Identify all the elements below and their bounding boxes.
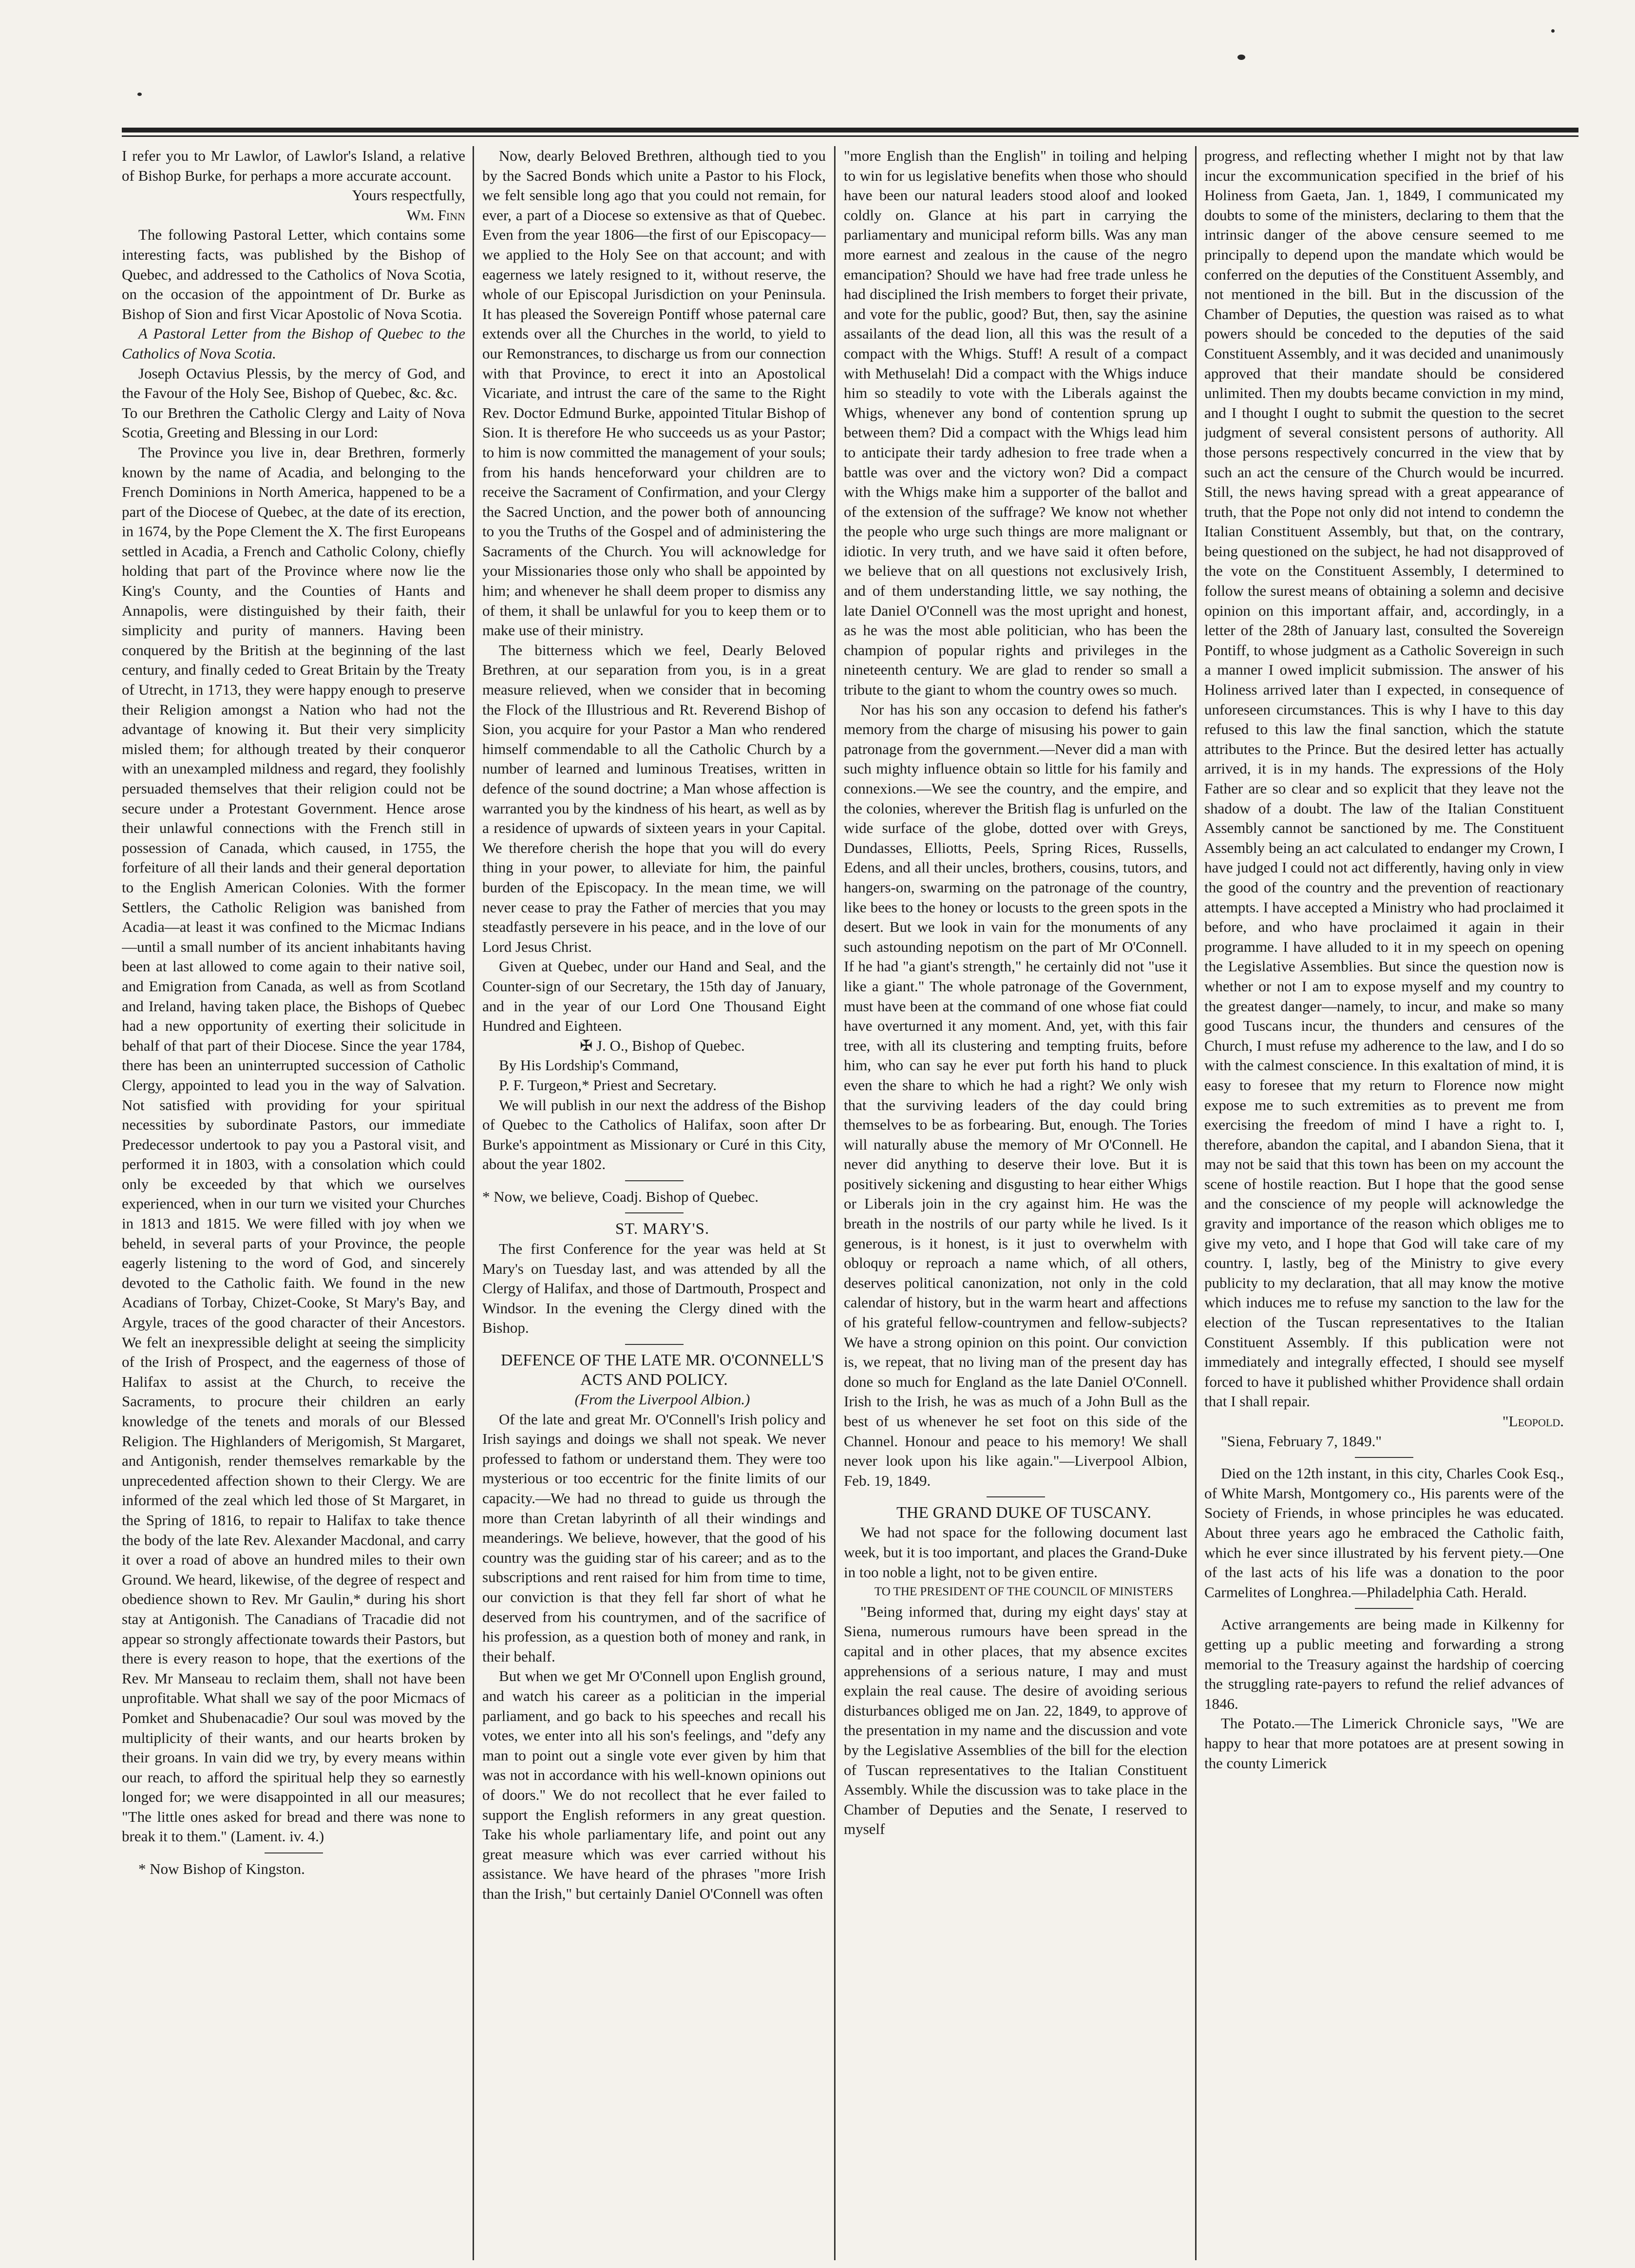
paragraph: Joseph Octavius Plessis, by the mercy of God, and the Favour of the Holy See, Bishop of Quebec, &c. &c. <box>122 364 465 402</box>
paragraph: By His Lordship's Command, <box>499 1057 679 1074</box>
paragraph: I refer you to Mr Lawlor, of Lawlor's Island, a relative of Bishop Burke, for perhaps a more accurate account. <box>122 147 465 184</box>
top-rule-thin <box>122 135 1578 137</box>
paragraph: But when we get Mr O'Connell upon English ground, and watch his career as a politician in the imperial parliament, and go back to his speeches and recall his votes, we enter into all his son's feelings, and "defy any man to point out a single vote ever given by him that was not in accordance with his well-known opinions out of doors." We do not recollect that he ever failed to support the English reformers in any great question. Take his whole parliamentary life, and point out any great measure which was ever carried without his assistance. We have heard of the phrases "more Irish than the Irish," but certainly Daniel O'Connell was often <box>482 1667 826 1902</box>
print-speck <box>1237 55 1245 60</box>
signature: P. F. Turgeon,* Priest and Secretary. <box>499 1076 717 1094</box>
separator <box>625 1212 684 1213</box>
column-1 <box>122 146 465 2260</box>
signature: Wm. Finn <box>406 206 465 224</box>
column-divider <box>1195 146 1197 2260</box>
paragraph: "Being informed that, during my eight days' stay at Siena, numerous rumours have been spread in the capital and in other places, that my absence excites apprehensions of a serious nature, I may and must explain the real cause. The desire of avoiding serious disturbances obliged me on Jan. 22, 1849, to approve of the presentation in my name and the discussion and vote by the Legislative Assemblies of the bill for the election of Tuscan representatives to the Italian Constituent Assembly. While the discussion was to take place in the Chamber of Deputies and the Senate, I reserved to myself <box>844 1603 1187 1838</box>
column-3 <box>844 146 1187 2260</box>
top-rule <box>122 128 1578 132</box>
article-heading: THE GRAND DUKE OF TUSCANY. <box>896 1504 1151 1522</box>
column-2 <box>482 146 826 2260</box>
paragraph: We had not space for the following document last week, but it is too important, and places the Grand-Duke in too noble a light, not to be given entire. <box>844 1524 1187 1581</box>
paragraph: The first Conference for the year was held at St Mary's on Tuesday last, and was attended by all the Clergy of Halifax, and those of Dartmouth, Prospect and Windsor. In the evening the Clergy dined with the Bishop. <box>482 1240 826 1337</box>
column-divider <box>473 146 474 2260</box>
paragraph: Nor has his son any occasion to defend his father's memory from the charge of misusing his power to gain patronage from the government.—Never did a man with such mighty influence obtain so little for his family and connexions.—We see the country, and the empire, and the colonies, wherever the British flag is unfurled on the wide surface of the globe, dotted over with Greys, Dundasses, Elliotts, Peels, Spring Rices, Russells, Edens, and all their uncles, brothers, cousins, tutors, and hangers-on, swarming on the patronage of the country, like bees to the honey or locusts to the green spots in the desert. But we look in vain for the monuments of any such astounding nepotism on the part of Mr O'Connell. If he had "a giant's strength," he certainly did not "use it like a giant." The whole patronage of the Government, must have been at the command of one whose fiat could have overturned it any moment. And, yet, with this fair tree, with all its clustering and tempting fruits, before him, who can say he ever put forth his hand to pluck even the share to which he had a right? We only wish that the surviving leaders of the day could bring themselves to be as forbearing. But, enough. The Tories will naturally abuse the memory of Mr O'Connell. He never did anything to deserve their love. But it is positively sickening and disgusting to hear either Whigs or Liberals join in the cry against him. He was the breath in the nostrils of our party while he lived. Is it generous, is it honest, is it just to overwhelm with obloquy or reproach a name which, of all others, deserves political canonization, not only in the cold calendar of history, but in the warm heart and affections of his grateful fellow-countrymen and fellow-subjects? We have a strong opinion on this point. Our conviction is, we repeat, that no living man of the present day has done so much for England as the late Daniel O'Connell. Irish to the Irish, he was as much of a John Bull as the best of us whenever he set foot on this side of the Channel. Honour and peace to his memory! We shall never look upon his like again."—Liverpool Albion, Feb. 19, 1849. <box>844 700 1187 1489</box>
paragraph: Died on the 12th instant, in this city, Charles Cook Esq., of White Marsh, Montgomery co., His parents were of the Society of Friends, in whose principles he was educated. About three years ago he embraced the Catholic faith, which he ever since illustrated by his fervent piety.—One of the last acts of his life was a donation to the poor Carmelites of Longhrea.—Philadelphia Cath. Herald. <box>1204 1465 1564 1601</box>
paragraph: We will publish in our next the address of the Bishop of Quebec to the Catholics of Halifax, soon after Dr Burke's appointment as Missionary or Curé in this City, about the year 1802. <box>482 1096 826 1173</box>
signature: ✠ J. O., Bishop of Quebec. <box>580 1037 745 1054</box>
letter-title: A Pastoral Letter from the Bishop of Quebec to the Catholics of Nova Scotia. <box>122 325 465 362</box>
footnote: * Now, we believe, Coadj. Bishop of Quebec. <box>482 1188 759 1205</box>
paragraph: The Potato.—The Limerick Chronicle says, "We are happy to hear that more potatoes are at present sowing in the county Limerick <box>1204 1715 1564 1772</box>
print-speck <box>1551 29 1555 33</box>
footnote: * Now Bishop of Kingston. <box>138 1860 305 1878</box>
article-heading: DEFENCE OF THE LATE MR. O'CONNELL'S ACTS AND POLICY. <box>500 1351 824 1389</box>
separator <box>265 1852 323 1853</box>
address-line: TO THE PRESIDENT OF THE COUNCIL OF MINISTERS <box>874 1585 1174 1599</box>
paragraph: To our Brethren the Catholic Clergy and Laity of Nova Scotia, Greeting and Blessing in our Lord: <box>122 404 465 441</box>
column-4 <box>1204 146 1564 2260</box>
separator <box>625 1344 684 1345</box>
separator <box>1355 1457 1413 1458</box>
dateline: "Siena, February 7, 1849." <box>1221 1432 1382 1450</box>
separator <box>625 1180 684 1181</box>
closing: Yours respectfully, <box>352 187 465 204</box>
paragraph: "more English than the English" in toiling and helping to win for us legislative benefits when those who should have been our natural leaders stood aloof and looked coldly on. Glance at his part in carrying the parliamentary and municipal reform bills. Was any man more earnest and zealous in the cause of the negro emancipation? Should we have had free trade unless he had disciplined the Irish members to forget their private, and vote for the public, good? But, then, say the asinine assailants of the dead lion, all this was the result of a compact with the Whigs. Stuff! A result of a compact with Methuselah! Did a compact with the Whigs induce him so steadily to vote with the Liberals against the Whigs, whenever any bond of contention sprung up between them? Did a compact with the Whigs lead him to anticipate their tardy adhesion to free trade when a battle was over and the victory won? Did a compact with the Whigs make him a supporter of the ballot and of the extension of the suffrage? We know not whether the people who urge such things are more malignant or idiotic. In very truth, and we have said it often before, we believe that on all questions not exclusively Irish, and of them understanding little, we say nothing, the late Daniel O'Connell was the most upright and honest, as he was the most able politician, who has been the champion of popular rights and privileges in the nineteenth century. We are glad to render so small a tribute to the giant to whom the country owes so much. <box>844 147 1187 699</box>
source-line: (From the Liverpool Albion.) <box>574 1391 750 1408</box>
paragraph: The Province you live in, dear Brethren, formerly known by the name of Acadia, and belonging to the French Dominions in North America, happened to be a part of the Diocese of Quebec, at the date of its erection, in 1674, by the Pope Clement the X. The first Europeans settled in Acadia, a French and Catholic Colony, chiefly holding that part of the Province where now lie the King's County, and the Counties of Hants and Annapolis, were distinguished by their faith, their simplicity and purity of manners. Having been conquered by the British at the beginning of the last century, and finally ceded to Great Britain by the Treaty of Utrecht, in 1713, they were happy enough to preserve their Religion amongst a Nation who had not the advantage of knowing it. But their very simplicity misled them; for although treated by their conqueror with an unexampled mildness and regard, they foolishly persuaded themselves that their religion could not be secure under a Protestant Government. Hence arose their unlawful connections with the French still in possession of Canada, which caused, in 1755, the forfeiture of all their lands and their general deportation to the English American Colonies. With the former Settlers, the Catholic Religion was banished from Acadia—at least it was confined to the Micmac Indians—until a small number of its ancient inhabitants having been at last allowed to come again to their native soil, and Emigration from Canada, as well as from Scotland and Ireland, having taken place, the Bishops of Quebec had a new opportunity of exerting their solicitude in behalf of that part of their Diocese. Since the year 1784, there has been an uninterrupted succession of Catholic Clergy, appointed to lead you in the way of Salvation. Not satisfied with providing for your spiritual necessities by subordinate Pastors, our immediate Predecessor undertook to pay you a Pastoral visit, and performed it in 1803, with a consolation which could only be exceeded by that which we ourselves experienced, when in our turn we visited your Churches in 1813 and 1815. We were filled with joy when we beheld, in several parts of your Province, the people eagerly listening to the word of God, and sincerely devoted to the Catholic faith. We found in the new Acadians of Torbay, Chizet-Cooke, St Mary's Bay, and Argyle, traces of the good character of their Ancestors. We felt an inexpressible delight at seeing the simplicity of the Irish of Prospect, and the eagerness of those of Halifax to assist at the Church, to receive the Sacraments, to procure their children an early knowledge of the tenets and morals of our Blessed Religion. The Highlanders of Merigomish, St Margaret, and Antigonish, render themselves remarkable by the unprecedented affection shown to their Clergy. We are informed of the zeal which led those of St Margaret, in the Spring of 1816, to repair to Halifax to take thence the body of the late Rev. Alexander Macdonal, and carry it over a road of above an hundred miles to their own Ground. We heard, likewise, of the degree of respect and obedience shown to Rev. Mr Gaulin,* during his short stay at Antigonish. The Canadians of Tracadie did not appear so strongly affectionate towards their Pastors, but there is every reason to hope, that the exertions of the Rev. Mr Manseau to reclaim them, shall not have been unprofitable. What shall we say of the poor Micmacs of Pomket and Shubenacadie? Our soul was moved by the multiplicity of their wants, and our hearts broken by their groans. In vain did we try, by every means within our reach, to afford the spiritual help they so earnestly longed for; we were disappointed in all our measures; "The little ones asked for bread and there was none to break it to them." (Lament. iv. 4.) <box>122 443 465 1845</box>
print-speck <box>137 93 142 96</box>
separator <box>1355 1608 1413 1609</box>
paragraph: The bitterness which we feel, Dearly Beloved Brethren, at our separation from you, is in a great measure relieved, when we consider that in becoming the Flock of the Illustrious and Rt. Reverend Bishop of Sion, you acquire for your Pastor a Man who rendered himself commendable to all the Catholic Church by a number of learned and luminous Treatises, written in defence of the sound doctrine; a Man whose affection is warranted you by the kindness of his heart, as well as by a residence of upwards of sixteen years in your Capital. We therefore cherish the hope that you will do every thing in your power, to alleviate for him, the painful burden of the Episcopacy. In the mean time, we will never cease to pray the Father of mercies that you may steadfastly persevere in his peace, and in the love of our Lord Jesus Christ. <box>482 641 826 955</box>
paragraph: Active arrangements are being made in Kilkenny for getting up a public meeting and forwarding a strong memorial to the Treasury against the hardship of coercing the struggling rate-payers to refund the relief advances of 1846. <box>1204 1616 1564 1712</box>
separator <box>987 1496 1045 1497</box>
paragraph: Given at Quebec, under our Hand and Seal, and the Counter-sign of our Secretary, the 15th day of January, and in the year of our Lord One Thousand Eight Hundred and Eighteen. <box>482 958 826 1035</box>
section-heading: ST. MARY'S. <box>615 1220 710 1238</box>
paragraph: Of the late and great Mr. O'Connell's Irish policy and Irish sayings and doings we shall not speak. We never professed to fathom or understand them. They were too mysterious or too eccentric for the finite limits of our capacity.—We had no thread to guide us through the more than Cretan labyrinth of all their windings and meanderings. We believe, however, that the good of his country was the guiding star of his career; and as to the subscriptions and rent raised for him from time to time, our conviction is that they fell far short of what he deserved from his countrymen, and of the sacrifice of his profession, as a question both of money and rank, in their behalf. <box>482 1410 826 1665</box>
paragraph: progress, and reflecting whether I might not by that law incur the excommunication specified in the brief of his Holiness from Gaeta, Jan. 1, 1849, I communicated my doubts to some of the ministers, declaring to them that the intrinsic danger of the above censure seemed to me principally to depend upon the mandate which would be conferred on the deputies of the Constituent Assembly, and not mentioned in the bill. But in the discussion of the Chamber of Deputies, the question was raised as to what powers should be conceded to the deputies of the said Constituent Assembly, and it was decided and unanimously approved that their mandate should be considered unlimited. Then my doubts became conviction in my mind, and I thought I ought to submit the question to the secret judgment of several consistent persons of authority. All those persons respectively concurred in the view that by such an act the censure of the Church would be incurred. Still, the news having spread with a great appearance of truth, that the Pope not only did not intend to condemn the Italian Constituent Assembly, but that, on the contrary, being questioned on the subject, he had not disapproved of the vote on the Constituent Assembly, I determined to follow the surest means of obtaining a solemn and decisive opinion on this important affair, and, accordingly, in a letter of the 28th of January last, consulted the Sovereign Pontiff, to whose judgment as a Catholic Sovereign in such a manner I owed implicit submission. The answer of his Holiness arrived later than I expected, in consequence of unforeseen circumstances. This is why I have to this day refused to this law the final sanction, which the statute attributes to the Prince. But the desired letter has actually arrived, it is in my hands. The expressions of the Holy Father are so clear and so explicit that they leave not the shadow of a doubt. The law of the Italian Constituent Assembly cannot be sanctioned by me. The Constituent Assembly being an act calculated to endanger my Crown, I have judged I could not act differently, having only in view the good of the country and the prevention of reactionary attempts. I have accepted a Ministry who had proclaimed it before, and who have proclaimed it again in their programme. I have alluded to it in my speech on opening the Legislative Assemblies. But since the question now is whether or not I am to expose myself and my country to the greatest danger—namely, to incur, and make so many good Tuscans incur, the thunders and censures of the Church, I must refuse my adherence to the law, and I do so with the calmest conscience. In this exaltation of mind, it is easy to foresee that my return to Florence now might expose me to such extremities as to prevent me from exercising the freedom of mind I have a right to. I, therefore, abandon the capital, and I abandon Siena, that it may not be said that this town has been on my account the scene of hostile reaction. But I hope that the good sense and the conscience of my people will acknowledge the gravity and importance of the reason which obliges me to give my veto, and I hope that God will take care of my country. I, lastly, beg of the Ministry to give every publicity to my declaration, that all may know the motive which induces me to refuse my sanction to the law for the election of the Tuscan representatives to the Italian Constituent Assembly. If this publication were not immediately and integrally effected, I should see myself forced to have it published whither Providence shall ordain that I shall repair. <box>1204 147 1564 1410</box>
paragraph: The following Pastoral Letter, which contains some interesting facts, was published by the Bishop of Quebec, and addressed to the Catholics of Nova Scotia, on the occasion of the appointment of Dr. Burke as Bishop of Sion and first Vicar Apostolic of Nova Scotia. <box>122 226 465 322</box>
signature: "Leopold. <box>1502 1413 1564 1430</box>
paragraph: Now, dearly Beloved Brethren, although tied to you by the Sacred Bonds which unite a Pastor to his Flock, we felt sensible long ago that you could not remain, for ever, a part of a Diocese so extensive as that of Quebec. Even from the year 1806—the first of our Episcopacy—we applied to the Holy See on that account; and with eagerness we lately resigned to it, without reserve, the whole of our Episcopal Jurisdiction on your Peninsula. It has pleased the Sovereign Pontiff whose paternal care extends over all the Churches in the world, to yield to our Remonstrances, to discharge us from our connection with that Province, to erect it into an Apostolical Vicariate, and intrust the care of the same to the Right Rev. Doctor Edmund Burke, appointed Titular Bishop of Sion. It is therefore He who succeeds us as your Pastor; to him is now committed the management of your souls; from his hands henceforward your children are to receive the Sacrament of Confirmation, and your Clergy the Sacred Unction, and the power both of announcing to you the Truths of the Gospel and of administering the Sacraments of the Church. You will acknowledge for your Missionaries those only who shall be appointed by him; and whenever he shall deem proper to dismiss any of them, it shall be unlawful for you to keep them or to make use of their ministry. <box>482 147 826 639</box>
column-divider <box>834 146 836 2260</box>
